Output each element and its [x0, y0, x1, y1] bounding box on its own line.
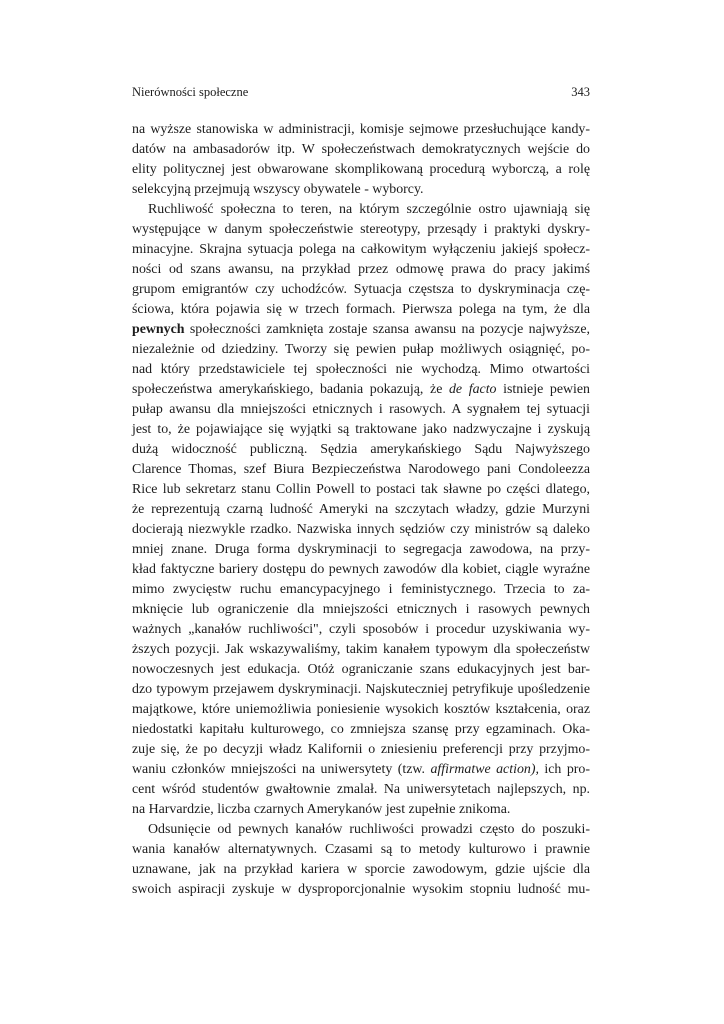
text-line: [132, 380, 590, 400]
italic-text: de facto: [448, 382, 497, 397]
line-text: Rice lub sekretarz stanu Collin Powell to postaci tak sławne po części dlatego,: [132, 482, 590, 497]
line-text: waniu członków mniejszości na uniwersytety (tzw.: [132, 762, 431, 777]
text-line: [132, 180, 590, 200]
line-text: na wyższe stanowiska w administracji, komisje sejmowe przesłuchujące kandy-: [132, 122, 590, 137]
text-line: [132, 660, 590, 680]
text-line: [132, 800, 590, 820]
line-text: ich pro-: [538, 762, 590, 777]
text-line: [132, 320, 590, 340]
text-line: [132, 420, 590, 440]
running-header: [132, 84, 590, 100]
line-text: dużą widoczność publiczną. Sędzia amerykańskiego Sądu Najwyższego: [132, 442, 590, 457]
text-line: [132, 220, 590, 240]
line-text: Clarence Thomas, szef Biura Bezpieczeństwa Narodowego pani Condoleezza: [132, 462, 590, 477]
line-text: elity politycznej jest obwarowane skomplikowaną procedurą wyborczą, a rolę: [132, 162, 590, 177]
line-text: zuje się, że po decyzji władz Kalifornii o zniesieniu preferencji przy przyjmo-: [132, 742, 590, 757]
text-line: [132, 360, 590, 380]
line-text: istnieje pewien: [496, 382, 590, 397]
line-text: kład faktyczne bariery dostępu do pewnych zawodów dla kobiet, ciągle wyraźne: [132, 562, 590, 577]
line-text: nowoczesnych jest edukacja. Otóż ograniczanie szans edukacyjnych jest bar-: [132, 662, 590, 677]
text-line: [132, 600, 590, 620]
text-line: [132, 500, 590, 520]
text-line: [132, 120, 590, 140]
line-text: społeczności zamknięta zostaje szansa awansu na pozycje najwyższe,: [184, 322, 590, 337]
line-text: jest to, że pojawiające się wyjątki są traktowane jako nadzwyczajne i zyskują: [132, 422, 590, 437]
text-line: [132, 840, 590, 860]
line-text: minacyjne. Skrajna sytuacja polega na całkowitym wyłączeniu jakiejś społecz-: [132, 242, 590, 257]
line-text: na Harvardzie, liczba czarnych Amerykanów jest zupełnie znikoma.: [132, 802, 511, 817]
page-number: 343: [571, 85, 590, 99]
line-text: Ruchliwość społeczna to teren, na którym szczególnie ostro ujawniają się: [148, 202, 590, 217]
text-line: [132, 580, 590, 600]
line-text: Odsunięcie od pewnych kanałów ruchliwości prowadzi często do poszuki-: [148, 822, 590, 837]
line-text: mniej znane. Druga forma dyskryminacji to segregacja zawodowa, na przy-: [132, 542, 590, 557]
text-line: [132, 680, 590, 700]
text-line: [132, 240, 590, 260]
bold-text: pewnych: [132, 322, 185, 337]
text-line: [132, 700, 590, 720]
line-text: cent wśród studentów gwałtownie zmalał. Na uniwersytetach najlepszych, np.: [132, 782, 590, 797]
line-text: wania kanałów alternatywnych. Czasami są to metody kulturowo i prawnie: [132, 842, 590, 857]
italic-text: affirmatwe action),: [430, 762, 539, 777]
line-text: ważnych „kanałów ruchliwości", czyli sposobów i procedur uzyskiwania wy-: [132, 622, 590, 637]
text-line: [132, 780, 590, 800]
line-text: mimo zwycięstw ruchu emancypacyjnego i feministycznego. Trzecia to za-: [132, 582, 590, 597]
text-line: [132, 160, 590, 180]
line-text: dzo typowym przejawem dyskryminacji. Najskuteczniej petryfikuje upośledzenie: [132, 682, 590, 697]
line-text: grupom emigrantów czy uchodźców. Sytuacja częstsza to dyskryminacja czę-: [132, 282, 590, 297]
text-line: [132, 880, 590, 900]
text-line: [132, 140, 590, 160]
line-text: nad który przedstawiciele tej społeczności nie wychodzą. Mimo otwartości: [132, 362, 590, 377]
text-line: [132, 260, 590, 280]
line-text: społeczeństwa amerykańskiego, badania pokazują, że: [132, 382, 449, 397]
text-line: [132, 300, 590, 320]
text-line: [132, 340, 590, 360]
line-text: datów na ambasadorów itp. W społeczeństwach demokratycznych wejście do: [132, 142, 590, 157]
text-line: [132, 640, 590, 660]
text-line: [132, 720, 590, 740]
line-text: swoich aspiracji zyskuje w dysproporcjonalnie wysokim stopniu ludność mu-: [132, 882, 590, 897]
running-header-title: Nierówności społeczne: [132, 85, 249, 99]
line-text: ności od szans awansu, na przykład przez odmowę prawa do pracy jakimś: [132, 262, 590, 277]
text-line: [132, 460, 590, 480]
line-text: niezależnie od dziedziny. Tworzy się pewien pułap możliwych osiągnięć, po-: [132, 342, 590, 357]
text-line: [132, 480, 590, 500]
line-text: niedostatki kapitału kulturowego, co zmniejsza szansę przy egzaminach. Oka-: [132, 722, 590, 737]
text-line: [132, 400, 590, 420]
text-line: [132, 200, 590, 220]
text-line: [132, 620, 590, 640]
text-line: [132, 520, 590, 540]
text-line: [132, 760, 590, 780]
line-text: mknięcie lub ograniczenie dla mniejszości etnicznych i rasowych pewnych: [132, 602, 590, 617]
text-line: [132, 820, 590, 840]
line-text: ściowa, która pojawia się w trzech formach. Pierwsza polega na tym, że dla: [132, 302, 590, 317]
line-text: selekcyjną przejmują wszyscy obywatele - wyborcy.: [132, 182, 424, 197]
line-text: majątkowe, które uniemożliwia poniesienie wysokich kosztów kształcenia, oraz: [132, 702, 590, 717]
line-text: ższych pozycji. Jak wskazywaliśmy, takim kanałem typowym dla społeczeństw: [132, 642, 590, 657]
line-text: pułap awansu dla mniejszości etnicznych i rasowych. A sygnałem tej sytuacji: [132, 402, 590, 417]
line-text: uznawane, jak na przykład kariera w sporcie zawodowym, gdzie ujście dla: [132, 862, 590, 877]
text-line: [132, 540, 590, 560]
text-line: [132, 740, 590, 760]
text-line: [132, 860, 590, 880]
text-line: [132, 280, 590, 300]
text-line: [132, 560, 590, 580]
line-text: docierają niezwykle rzadko. Nazwiska innych sędziów czy ministrów są daleko: [132, 522, 590, 537]
line-text: występujące w danym społeczeństwie stereotypy, przesądy i praktyki dyskry-: [132, 222, 590, 237]
line-text: że reprezentują czarną ludność Ameryki na szczytach władzy, gdzie Murzyni: [132, 502, 590, 517]
body-text: [132, 120, 590, 900]
text-line: [132, 440, 590, 460]
